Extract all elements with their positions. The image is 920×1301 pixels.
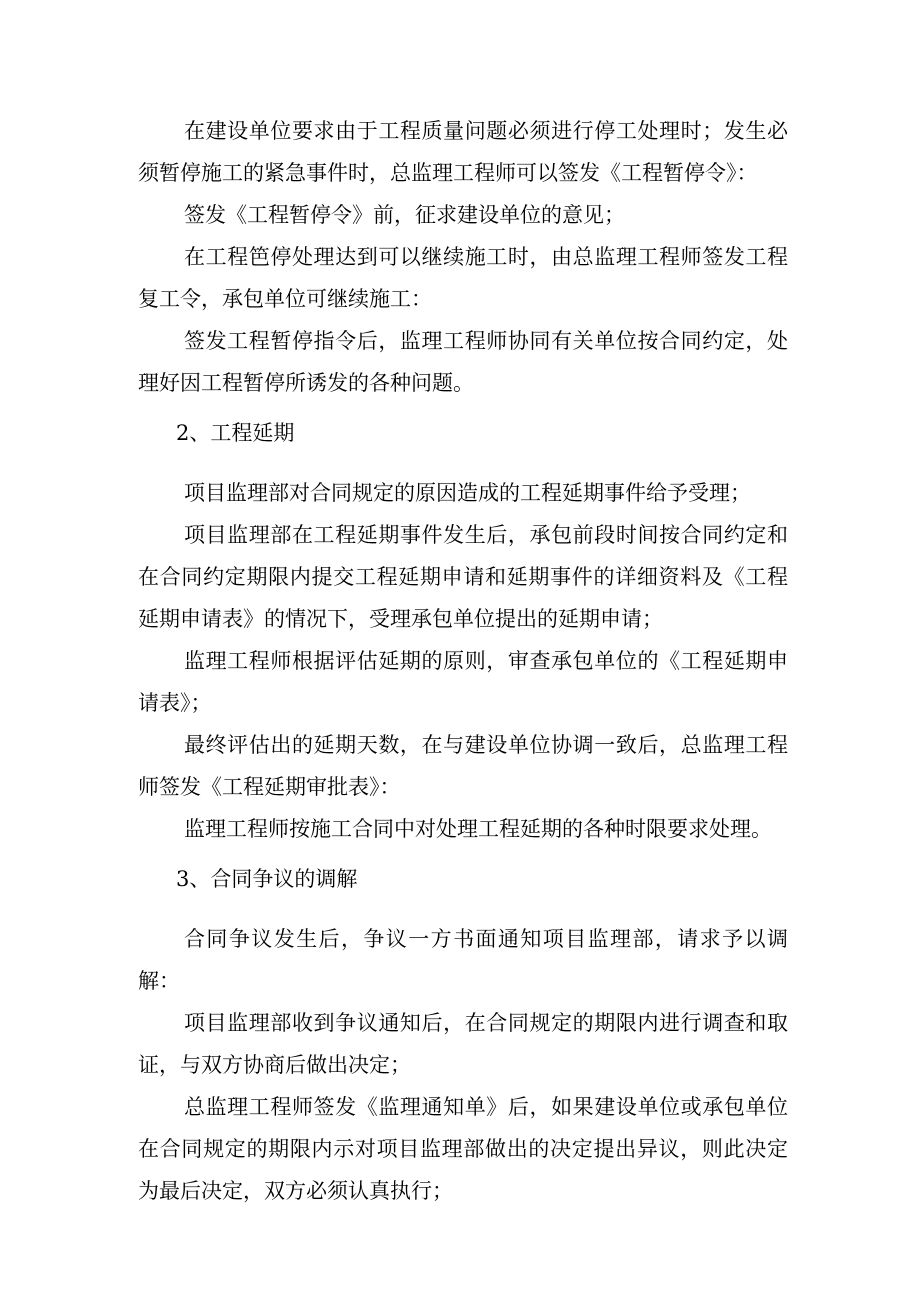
paragraph: 监理工程师按施工合同中对处理工程延期的各种时限要求处理。 bbox=[184, 817, 772, 841]
paragraph: 在建设单位要求由于工程质量问题必须进行停工处理时；发生必须暂停施工的紧急事件时，总监理工程师可以签发《工程暂停令》： bbox=[138, 119, 788, 185]
document-body bbox=[138, 110, 788, 1212]
section-heading-3: 3、合同争议的调解 bbox=[176, 867, 358, 891]
section-heading-2: 2、工程延期 bbox=[176, 421, 295, 445]
paragraph: 签发《工程暂停令》前，征求建设单位的意见； bbox=[184, 203, 625, 227]
paragraph: 签发工程暂停指令后，监理工程师协同有关单位按合同约定，处理好因工程暂停所诱发的各种问题。 bbox=[138, 329, 788, 395]
paragraph: 项目监理部收到争议通知后，在合同规定的期限内进行调查和取证，与双方协商后做出决定； bbox=[138, 1011, 788, 1077]
paragraph: 合同争议发生后，争议一方书面通知项目监理部，请求予以调解： bbox=[138, 927, 788, 993]
paragraph: 最终评估出的延期天数，在与建设单位协调一致后，总监理工程师签发《工程延期审批表》： bbox=[138, 733, 788, 799]
paragraph: 项目监理部在工程延期事件发生后，承包前段时间按合同约定和在合同约定期限内提交工程延期申请和延期事件的详细资料及《工程延期申请表》的情况下，受理承包单位提出的延期申请； bbox=[138, 523, 788, 631]
paragraph: 监理工程师根据评估延期的原则，审查承包单位的《工程延期申请表》； bbox=[138, 649, 788, 715]
paragraph: 在工程笆停处理达到可以继续施工时，由总监理工程师签发工程复工令，承包单位可继续施工： bbox=[138, 245, 788, 311]
paragraph: 总监理工程师签发《监理通知单》后，如果建设单位或承包单位在合同规定的期限内示对项目监理部做出的决定提出异议，则此决定为最后决定，双方必须认真执行； bbox=[138, 1095, 788, 1203]
paragraph: 项目监理部对合同规定的原因造成的工程延期事件给予受理； bbox=[184, 481, 751, 505]
